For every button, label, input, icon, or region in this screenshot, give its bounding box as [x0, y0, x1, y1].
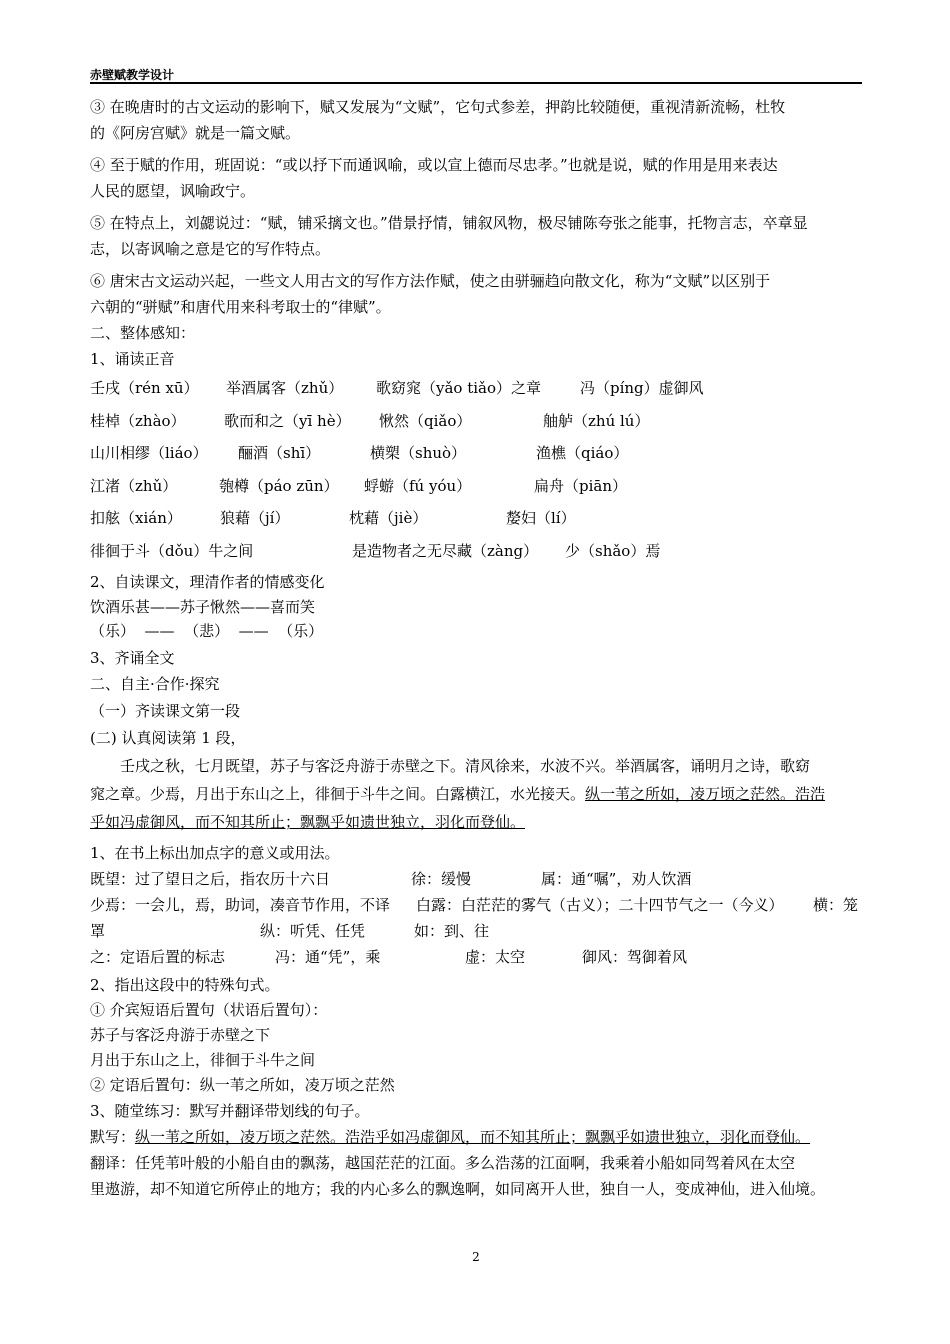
intro-paragraph [90, 152, 862, 204]
answer-row [90, 944, 862, 970]
answer-item: 横：笼 [813, 896, 859, 914]
para-line: ③ 在晚唐时的古文运动的影响下，赋又发展为“文赋”，它句式参差，押韵比较随便，重视清新流畅，杜牧 [90, 98, 786, 116]
question-title: 3、随堂练习：默写并翻译带划线的句子。 [90, 1102, 370, 1120]
header-rule [90, 82, 862, 84]
document-page [90, 0, 862, 1344]
answer-item: 御风：驾御着风 [582, 948, 688, 966]
answer-item: 白露：白茫茫的雾气（古义）；二十四节气之一（今义） [416, 896, 784, 914]
pinyin-item: 嫠妇（lí） [506, 509, 576, 527]
para-line: 志，以寄讽喻之意是它的写作特点。 [90, 240, 331, 258]
pinyin-item: 山川相缪（liáo） [90, 444, 208, 462]
pinyin-item: 歌而和之（yī hè） [224, 411, 351, 430]
answer-item: ② 定语后置句：纵一苇之所如，凌万顷之茫然 [90, 1076, 395, 1094]
part-title: （一）齐读课文第一段 [90, 702, 241, 720]
answer-item: 少焉：一会儿，焉，助词，凑音节作用，不译 [90, 896, 391, 914]
para-line: 人民的愿望，讽喻政宁。 [90, 182, 256, 200]
pinyin-item: 是造物者之无尽藏（zàng） [352, 541, 539, 560]
intro-paragraph [90, 268, 862, 320]
pinyin-item: 蜉蝣（fú yóu） [364, 476, 472, 495]
answer-row [90, 918, 862, 944]
para-line: ⑤ 在特点上，刘勰说过：“赋，铺采摛文也。”借景抒情，铺叙风物，极尽铺陈夸张之能事，托物言志，卒章显 [90, 214, 808, 232]
para-line: ④ 至于赋的作用，班固说：“或以抒下而通讽喻，或以宣上德而尽忠孝。”也就是说，赋的作用是用来表达 [90, 156, 778, 174]
pinyin-item: 匏樽（páo zūn） [219, 476, 339, 495]
pinyin-item: 扁舟（piān） [534, 476, 628, 495]
answer-item: 纵：听凭、任凭 [260, 922, 366, 940]
q2-answers [90, 998, 862, 1098]
q1-answers [90, 866, 862, 970]
pinyin-row [90, 470, 862, 503]
answer-item: 罩 [90, 922, 106, 940]
pinyin-item: 壬戌（rén xū） [90, 379, 199, 397]
pinyin-table [90, 372, 862, 567]
answer-item: 如：到、往 [414, 922, 490, 940]
part-title: (二) 认真阅读第 1 段， [90, 729, 246, 747]
translation-line: 里遨游，却不知道它所停止的地方；我的内心多么的飘逸啊，如同离开人世，独自一人，变成神仙，进入仙境。 [90, 1180, 826, 1198]
content [90, 94, 862, 1202]
answer-item: 虚：太空 [465, 948, 526, 966]
pinyin-item: 江渚（zhǔ） [90, 476, 178, 495]
pinyin-row [90, 535, 862, 568]
para-line: ⑥ 唐宋古文运动兴起，一些文人用古文的写作方法作赋，使之由骈骊趋向散文化，称为“文赋”以区别于 [90, 272, 771, 290]
pinyin-item: 横槊（shuò） [370, 444, 467, 462]
question-title: 2、指出这段中的特殊句式。 [90, 976, 280, 994]
pinyin-item: 渔樵（qiáo） [536, 444, 629, 462]
subsection-title: 3、齐诵全文 [90, 649, 175, 667]
pinyin-item: 枕藉（jiè） [349, 509, 428, 527]
pinyin-row [90, 405, 862, 438]
passage-line: 壬戌之秋，七月既望，苏子与客泛舟游于赤壁之下。清风徐来，水波不兴。举酒属客，诵明月之诗，歌窈 [120, 757, 811, 775]
pinyin-row [90, 372, 862, 405]
intro-paragraphs [90, 94, 862, 320]
subsection-title: 2、自读课文，理清作者的情感变化 [90, 573, 325, 591]
pinyin-item: 舳舻（zhú lú） [543, 411, 650, 430]
underlined-text: 纵一苇之所如，凌万顷之茫然。浩浩乎如冯虚御风，而不知其所止；飘飘乎如遗世独立，羽化而登仙。 [135, 1128, 811, 1146]
answer-item: ① 介宾短语后置句（状语后置句）： [90, 1001, 328, 1019]
pinyin-item: 举酒属客（zhǔ） [226, 379, 344, 397]
underlined-text: 乎如冯虚御风，而不知其所止；飘飘乎如遗世独立，羽化而登仙。 [90, 813, 526, 831]
answer-item: 苏子与客泛舟游于赤壁之下 [90, 1026, 271, 1044]
pinyin-item: 扣舷（xián） [90, 509, 182, 527]
passage [90, 752, 862, 836]
answer-item: 属：通“嘱”，劝人饮酒 [541, 870, 692, 888]
answer-item: 徐：缓慢 [411, 870, 472, 888]
passage-line [90, 780, 862, 808]
pinyin-item: 狼藉（jí） [220, 509, 290, 527]
section-title: 二、自主·合作·探究 [90, 675, 220, 693]
answer-row [90, 892, 862, 918]
pinyin-row [90, 437, 862, 470]
passage-line [90, 808, 862, 836]
pinyin-item: 徘徊于斗（dǒu）牛之间 [90, 541, 254, 560]
subsection-title: 1、诵读正音 [90, 350, 175, 368]
pinyin-item: 歌窈窕（yǎo tiǎo）之章 [376, 379, 542, 397]
intro-paragraph [90, 210, 862, 262]
passage-text: 窕之章。少焉，月出于东山之上，徘徊于斗牛之间。白露横江，水光接天。 [90, 785, 586, 803]
question-title: 1、在书上标出加点字的意义或用法。 [90, 844, 340, 862]
section-title: 二、整体感知： [90, 324, 196, 342]
header-title: 赤壁赋教学设计 [90, 68, 175, 82]
para-line: 六朝的“骈赋”和唐代用来科考取士的“律赋”。 [90, 298, 391, 316]
answer-item: 月出于东山之上，徘徊于斗牛之间 [90, 1051, 316, 1069]
pinyin-item: 桂棹（zhào） [90, 411, 186, 430]
para-line: 的《阿房宫赋》就是一篇文赋。 [90, 124, 301, 142]
translation-line: 翻译：任凭苇叶般的小船自由的飘荡，越国茫茫的江面。多么浩荡的江面啊，我乘着小船如同驾着风在太空 [90, 1154, 796, 1172]
pinyin-row [90, 502, 862, 535]
answer-item: 既望：过了望日之后，指农历十六日 [90, 870, 331, 888]
intro-paragraph [90, 94, 862, 146]
page-number: 2 [472, 1250, 480, 1264]
emotion-line: 饮酒乐甚——苏子愀然——喜而笑 [90, 598, 316, 616]
emotion-line: （乐） —— （悲） —— （乐） [90, 622, 324, 640]
dictation-line [90, 1124, 862, 1150]
pinyin-item: 冯（píng）虚御风 [580, 379, 704, 397]
pinyin-item: 少（shǎo）焉 [565, 541, 661, 560]
answer-item: 冯：通“凭”，乘 [275, 948, 381, 966]
dictation-label: 默写： [90, 1128, 136, 1146]
answer-row [90, 866, 862, 892]
pinyin-item: 愀然（qiǎo） [379, 411, 472, 430]
pinyin-item: 酾酒（shī） [238, 444, 321, 462]
underlined-text: 纵一苇之所如，凌万顷之茫然。浩浩 [585, 785, 826, 803]
answer-item: 之：定语后置的标志 [90, 948, 226, 966]
